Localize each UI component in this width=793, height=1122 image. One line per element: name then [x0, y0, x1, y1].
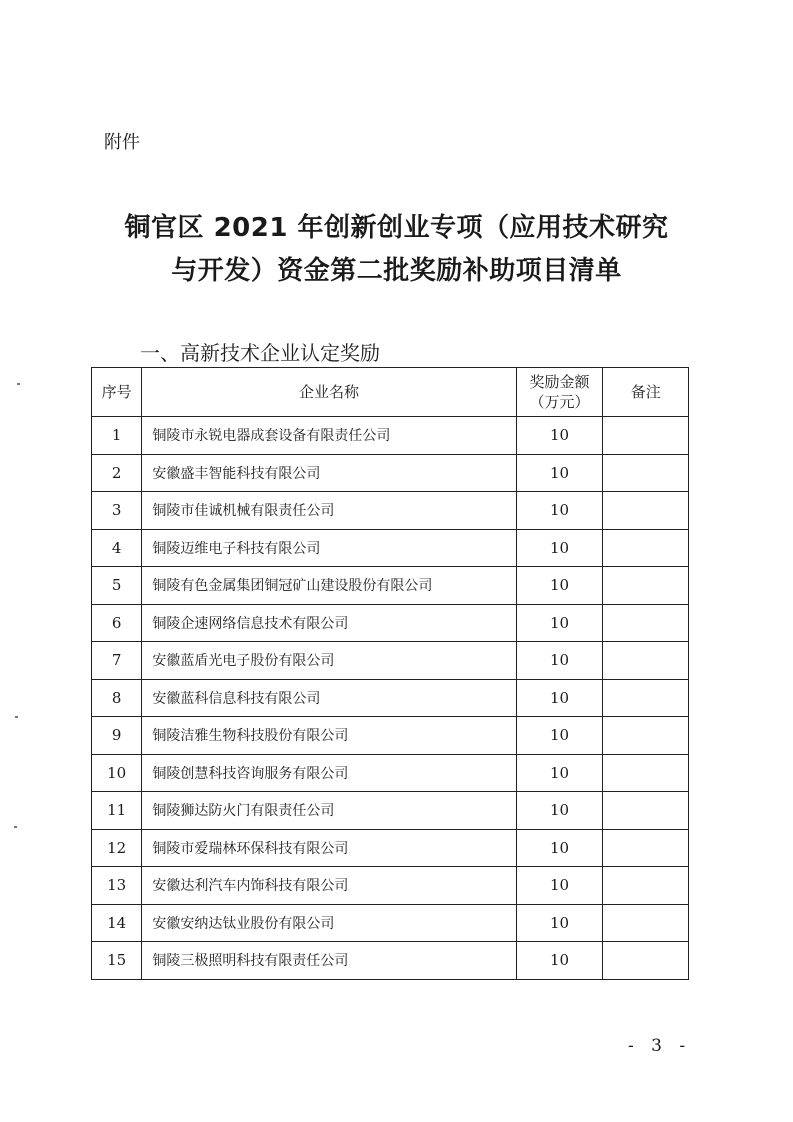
header-name: 企业名称: [142, 368, 516, 417]
row-amount: 10: [516, 867, 603, 905]
row-note: [603, 417, 689, 455]
row-amount: 10: [516, 604, 603, 642]
row-note: [603, 642, 689, 680]
row-amount: 10: [516, 829, 603, 867]
row-note: [603, 717, 689, 755]
row-company-name: 安徽达利汽车内饰科技有限公司: [142, 867, 516, 905]
header-seq: 序号: [92, 368, 142, 417]
table-row: [92, 417, 689, 455]
row-seq: 4: [92, 529, 142, 567]
row-note: [603, 529, 689, 567]
header-amount-line2: （万元）: [529, 393, 590, 411]
table-row: [92, 717, 689, 755]
row-company-name: 铜陵市佳诚机械有限责任公司: [142, 492, 516, 530]
row-seq: 13: [92, 867, 142, 905]
row-seq: 6: [92, 604, 142, 642]
row-seq: 15: [92, 942, 142, 980]
row-note: [603, 904, 689, 942]
table-row: [92, 679, 689, 717]
table-row: [92, 567, 689, 605]
row-note: [603, 604, 689, 642]
header-amount-line1: 奖励金额: [529, 373, 590, 391]
table-row: [92, 642, 689, 680]
row-note: [603, 867, 689, 905]
row-note: [603, 792, 689, 830]
header-amount: [516, 368, 603, 417]
row-seq: 5: [92, 567, 142, 605]
row-company-name: 铜陵三极照明科技有限责任公司: [142, 942, 516, 980]
row-company-name: 安徽蓝科信息科技有限公司: [142, 679, 516, 717]
table-row: [92, 492, 689, 530]
document-title-line-1: 铜官区 2021 年创新创业专项（应用技术研究: [124, 213, 669, 243]
table-row: [92, 904, 689, 942]
row-company-name: 铜陵市永锐电器成套设备有限责任公司: [142, 417, 516, 455]
row-company-name: 铜陵洁雅生物科技股份有限公司: [142, 717, 516, 755]
row-amount: 10: [516, 567, 603, 605]
row-note: [603, 454, 689, 492]
row-note: [603, 679, 689, 717]
row-seq: 12: [92, 829, 142, 867]
row-company-name: 安徽蓝盾光电子股份有限公司: [142, 642, 516, 680]
row-amount: 10: [516, 642, 603, 680]
row-amount: 10: [516, 904, 603, 942]
table-row: [92, 454, 689, 492]
table-row: [92, 792, 689, 830]
row-seq: 10: [92, 754, 142, 792]
table-row: [92, 754, 689, 792]
row-seq: 9: [92, 717, 142, 755]
row-note: [603, 492, 689, 530]
row-amount: 10: [516, 529, 603, 567]
table-header-row: [92, 368, 689, 417]
row-company-name: 铜陵有色金属集团铜冠矿山建设股份有限公司: [142, 567, 516, 605]
row-amount: 10: [516, 454, 603, 492]
row-company-name: 铜陵市爱瑞林环保科技有限公司: [142, 829, 516, 867]
row-company-name: 铜陵企速网络信息技术有限公司: [142, 604, 516, 642]
section-heading: 一、高新技术企业认定奖励: [140, 341, 380, 365]
row-seq: 2: [92, 454, 142, 492]
row-seq: 3: [92, 492, 142, 530]
row-seq: 14: [92, 904, 142, 942]
row-amount: 10: [516, 754, 603, 792]
row-amount: 10: [516, 417, 603, 455]
row-amount: 10: [516, 792, 603, 830]
row-amount: 10: [516, 492, 603, 530]
table-body: [92, 417, 689, 980]
row-amount: 10: [516, 679, 603, 717]
table-row: [92, 529, 689, 567]
row-company-name: 铜陵迈维电子科技有限公司: [142, 529, 516, 567]
row-amount: 10: [516, 942, 603, 980]
row-company-name: 安徽盛丰智能科技有限公司: [142, 454, 516, 492]
table-row: [92, 604, 689, 642]
table-row: [92, 942, 689, 980]
row-note: [603, 754, 689, 792]
row-company-name: 铜陵创慧科技咨询服务有限公司: [142, 754, 516, 792]
row-seq: 1: [92, 417, 142, 455]
row-seq: 8: [92, 679, 142, 717]
row-amount: 10: [516, 717, 603, 755]
header-note: 备注: [603, 368, 689, 417]
scan-speck: [17, 383, 20, 385]
award-table: [91, 367, 689, 980]
page-number: - 3 -: [628, 1036, 692, 1056]
table-row: [92, 867, 689, 905]
document-title-line-2: 与开发）资金第二批奖励补助项目清单: [171, 256, 622, 286]
row-company-name: 安徽安纳达钛业股份有限公司: [142, 904, 516, 942]
row-note: [603, 942, 689, 980]
scan-speck: [14, 826, 17, 828]
row-company-name: 铜陵狮达防火门有限责任公司: [142, 792, 516, 830]
attachment-label: 附件: [104, 132, 140, 153]
row-seq: 7: [92, 642, 142, 680]
table-row: [92, 829, 689, 867]
row-seq: 11: [92, 792, 142, 830]
row-note: [603, 829, 689, 867]
row-note: [603, 567, 689, 605]
scan-speck: [15, 716, 18, 718]
